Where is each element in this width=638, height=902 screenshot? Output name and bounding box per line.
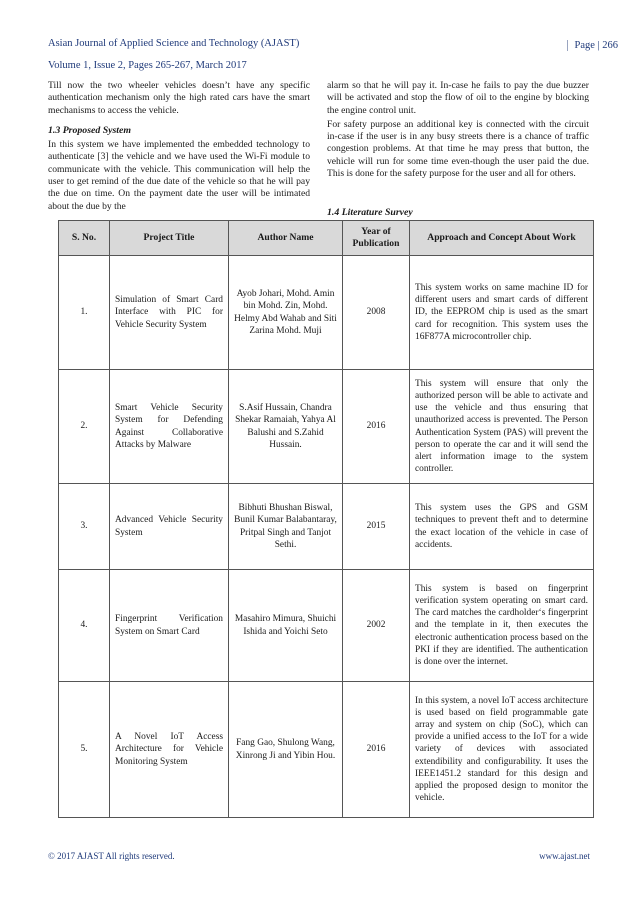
cell-sno: 2. xyxy=(59,370,110,484)
cell-sno: 5. xyxy=(59,682,110,818)
cell-sno: 1. xyxy=(59,256,110,370)
header-author: Author Name xyxy=(229,221,343,256)
cell-author: Masahiro Mimura, Shuichi Ishida and Yoichi Seto xyxy=(229,570,343,682)
right-paragraph-1: alarm so that he will pay it. In-case he fails to pay the due buzzer will be activated and stop the flow of oil to the engine by blocking the engine control unit. xyxy=(327,80,589,116)
table-row xyxy=(59,256,594,370)
cell-author: S.Asif Hussain, Chandra Shekar Ramaiah, Yahya Al Balushi and S.Zahid Hussain. xyxy=(229,370,343,484)
table-row xyxy=(59,570,594,682)
cell-title: A Novel IoT Access Architecture for Vehicle Monitoring System xyxy=(110,682,229,818)
cell-author: Ayob Johari, Mohd. Amin bin Mohd. Zin, Mohd. Helmy Abd Wahab and Siti Zarina Mohd. Muji xyxy=(229,256,343,370)
cell-sno: 4. xyxy=(59,570,110,682)
journal-title: Asian Journal of Applied Science and Technology (AJAST) xyxy=(48,38,300,49)
header-sno: S. No. xyxy=(59,221,110,256)
literature-survey-table xyxy=(58,220,594,818)
cell-year: 2002 xyxy=(343,570,410,682)
left-column xyxy=(48,80,310,215)
cell-year: 2008 xyxy=(343,256,410,370)
left-paragraph-1: Till now the two wheeler vehicles doesn’t have any specific authentication mechanism only the high rated cars have the smart mechanisms to access the vehicle. xyxy=(48,80,310,116)
volume-info: Volume 1, Issue 2, Pages 265-267, March 2017 xyxy=(48,60,247,71)
left-paragraph-2: In this system we have implemented the embedded technology to authenticate [3] the vehicle and we have used the Wi-Fi module to communicate with the vehicle. This communication will help the user to get remind of the due date of the vehicle so that he will pay the due on time. On the payment date the user will be intimated about the due by the xyxy=(48,139,310,212)
page-number: Page | 266 xyxy=(567,40,618,51)
cell-year: 2016 xyxy=(343,370,410,484)
cell-title: Simulation of Smart Card Interface with PIC for Vehicle Security System xyxy=(110,256,229,370)
header-approach: Approach and Concept About Work xyxy=(410,221,594,256)
cell-title: Smart Vehicle Security System for Defending Against Collaborative Attacks by Malware xyxy=(110,370,229,484)
header-title: Project Title xyxy=(110,221,229,256)
table-header-row xyxy=(59,221,594,256)
table-row xyxy=(59,484,594,570)
cell-year: 2016 xyxy=(343,682,410,818)
cell-approach: This system is based on fingerprint verification system operating on smart card. The card matches the cardholder‘s fingerprint and the template in it, then executes the electronic authentication process based on the PKI if they are identified. The authentication is done over the internet. xyxy=(410,570,594,682)
cell-title: Fingerprint Verification System on Smart Card xyxy=(110,570,229,682)
cell-author: Bibhuti Bhushan Biswal, Bunil Kumar Balabantaray, Pritpal Singh and Tanjot Sethi. xyxy=(229,484,343,570)
cell-approach: This system uses the GPS and GSM techniques to prevent theft and to determine the exact location of the vehicle in case of accidents. xyxy=(410,484,594,570)
right-paragraph-2: For safety purpose an additional key is connected with the circuit in-case if the user is in any busy streets there is a chance of traffic congestion problems. At that time he may press that button, the vehicle will run for some time even-though the user paid the due. This is done for the safety purpose for the user and all for others. xyxy=(327,118,589,180)
section-heading-literature-survey: 1.4 Literature Survey xyxy=(327,207,413,218)
cell-approach: This system will ensure that only the authorized person will be able to activate and use the vehicle and thus ensuring that unauthorized access is prevented. The Person Authentication System (PAS) will prevent the person to operate the car and it will send the alert information image to the system controller. xyxy=(410,370,594,484)
table-row xyxy=(59,682,594,818)
right-column xyxy=(327,80,589,182)
footer-website: www.ajast.net xyxy=(539,851,590,861)
section-heading-proposed-system: 1.3 Proposed System xyxy=(48,124,131,136)
cell-approach: In this system, a novel IoT access architecture is used based on field programmable gate array and system on chip (SoC), which can provide a unified access to the IoT for a wide variety of devices with associated extendibility and configurability. It uses the IEEE1451.2 standard for this design and applied the proposed design to monitor the vehicle. xyxy=(410,682,594,818)
footer-copyright: © 2017 AJAST All rights reserved. xyxy=(48,851,175,861)
header-year: Year of Publication xyxy=(343,221,410,256)
cell-year: 2015 xyxy=(343,484,410,570)
cell-author: Fang Gao, Shulong Wang, Xinrong Ji and Yibin Hou. xyxy=(229,682,343,818)
table-row xyxy=(59,370,594,484)
cell-title: Advanced Vehicle Security System xyxy=(110,484,229,570)
cell-sno: 3. xyxy=(59,484,110,570)
cell-approach: This system works on same machine ID for different users and smart cards of different ID, the EEPROM chip is used as the smart card for recognition. This system uses the 16F877A microcontroller chip. xyxy=(410,256,594,370)
